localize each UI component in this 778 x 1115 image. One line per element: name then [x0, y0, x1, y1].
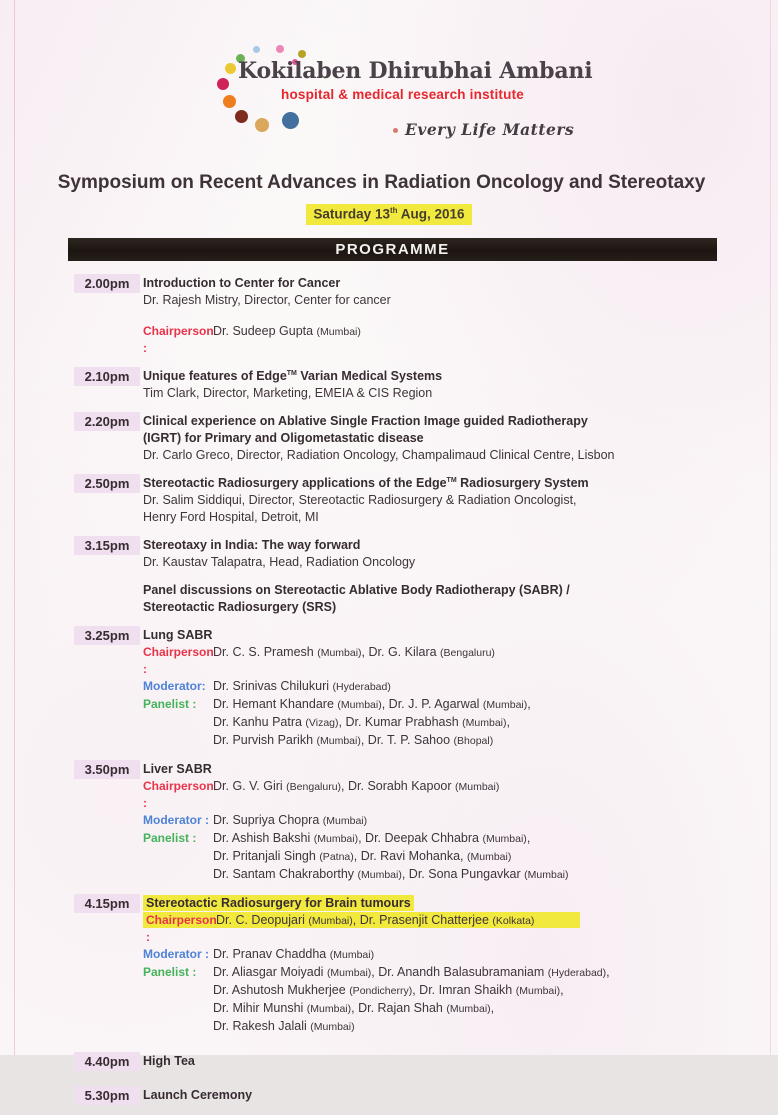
session-title — [143, 413, 778, 430]
schedule-row — [0, 475, 778, 526]
city-note: (Vizag) — [305, 716, 339, 729]
trademark-sup: TM — [446, 476, 457, 484]
chairperson-label: Chairperson : — [143, 323, 214, 355]
city-note: (Mumbai) — [316, 734, 361, 747]
session-title — [143, 275, 778, 292]
schedule-row — [0, 895, 778, 1036]
line-text: Unique features of Edge™ Varian Medical Systems — [143, 368, 443, 383]
session-title — [143, 1053, 778, 1070]
tagline-text: Every Life Matters — [405, 120, 575, 139]
schedule-row — [0, 1053, 778, 1070]
panelist-continuation — [143, 732, 778, 750]
time-badge: 3.15pm — [74, 536, 140, 555]
time-badge: 3.50pm — [74, 760, 140, 779]
logo-dot — [253, 46, 260, 53]
time-badge: 4.15pm — [74, 894, 140, 913]
city-note: (Hyderabad) — [332, 680, 391, 693]
role-line — [143, 778, 778, 812]
speaker-line — [143, 554, 778, 571]
schedule — [0, 275, 778, 1104]
city-note: (Mumbai) — [306, 1002, 352, 1015]
role-names: Dr. C. S. Pramesh (Mumbai), Dr. G. Kilara (Bengaluru) — [213, 644, 495, 659]
event-date-highlight — [306, 204, 471, 225]
session-title — [143, 537, 778, 554]
city-note: (Mumbai) — [455, 780, 500, 793]
schedule-row — [0, 275, 778, 357]
schedule-row — [0, 582, 778, 616]
city-note: (Bengaluru) — [286, 780, 342, 793]
hospital-tagline — [393, 120, 574, 139]
line-text: Tim Clark, Director, Marketing, EMEIA & CIS Region — [143, 385, 433, 400]
logo-dot — [298, 50, 306, 58]
line-text: Dr. Kaustav Talapatra, Head, Radiation Oncology — [143, 554, 416, 569]
city-note: (Mumbai) — [467, 850, 512, 863]
role-names: Dr. C. Deopujari (Mumbai), Dr. Prasenjit Chatterjee (Kolkata) — [216, 912, 535, 927]
session-title — [143, 368, 778, 385]
line-text: Stereotactic Radiosurgery for Brain tumours — [146, 895, 411, 910]
time-badge: 2.50pm — [74, 474, 140, 493]
line-text: Stereotactic Radiosurgery (SRS) — [143, 599, 337, 614]
logo-dot — [217, 78, 229, 90]
city-note: (Bhopal) — [453, 734, 494, 747]
role-line — [143, 696, 778, 714]
city-note: (Mumbai) — [310, 1020, 355, 1033]
line-text: Dr. Carlo Greco, Director, Radiation Oncology, Champalimaud Clinical Centre, Lisbon — [143, 447, 615, 462]
schedule-row — [0, 368, 778, 402]
role-line — [143, 323, 778, 357]
time-badge: 4.40pm — [74, 1052, 140, 1071]
city-note: (Mumbai) — [357, 868, 402, 881]
line-text: Stereotactic Radiosurgery applications of the Edge™ Radiosurgery System — [143, 475, 589, 490]
session-title — [143, 430, 778, 447]
role-line — [143, 912, 778, 946]
city-note: (Bengaluru) — [440, 646, 495, 659]
speaker-line — [143, 385, 778, 402]
logo-dot — [225, 63, 236, 74]
line-text: Liver SABR — [143, 761, 212, 776]
line-text: Dr. Ashutosh Mukherjee (Pondicherry), Dr. Imran Shaikh (Mumbai), — [213, 982, 564, 997]
role-names: Dr. Ashish Bakshi (Mumbai), Dr. Deepak Chhabra (Mumbai), — [213, 830, 531, 845]
time-badge: 2.10pm — [74, 367, 140, 386]
line-text: Dr. Mihir Munshi (Mumbai), Dr. Rajan Shah (Mumbai), — [213, 1000, 495, 1015]
role-names: Dr. Pranav Chaddha (Mumbai) — [213, 946, 375, 961]
panelist-continuation — [143, 982, 778, 1000]
city-note: (Mumbai) — [313, 832, 359, 845]
city-note: (Mumbai) — [337, 698, 382, 711]
time-badge: 2.20pm — [74, 412, 140, 431]
line-text: Dr. Rakesh Jalali (Mumbai) — [213, 1018, 355, 1033]
logo-dot — [255, 118, 269, 132]
line-text: High Tea — [143, 1053, 195, 1068]
line-text: Dr. Kanhu Patra (Vizag), Dr. Kumar Prabhash (Mumbai), — [213, 714, 510, 729]
date-ordinal: th — [389, 206, 398, 215]
city-note: (Mumbai) — [462, 716, 507, 729]
session-title — [143, 599, 778, 616]
logo-dot — [235, 110, 248, 123]
panelist-label: Panelist : — [143, 830, 197, 845]
time-badge: 5.30pm — [74, 1086, 140, 1105]
time-badge: 3.25pm — [74, 626, 140, 645]
role-line — [143, 830, 778, 848]
role-line — [143, 812, 778, 830]
schedule-row — [0, 537, 778, 571]
panelist-continuation — [143, 714, 778, 732]
session-title — [143, 475, 778, 492]
city-note: (Mumbai) — [446, 1002, 491, 1015]
line-text: Stereotaxy in India: The way forward — [143, 537, 361, 552]
panelist-continuation — [143, 848, 778, 866]
document-title: Symposium on Recent Advances in Radiation Oncology and Stereotaxy — [57, 172, 706, 193]
speaker-line — [143, 447, 778, 464]
city-note: (Mumbai) — [316, 325, 361, 338]
chairperson-label: Chairperson : — [143, 644, 214, 676]
city-note: (Mumbai) — [322, 814, 368, 827]
highlighter-mark — [143, 895, 414, 911]
session-title — [143, 761, 778, 778]
session-title — [143, 895, 778, 912]
city-note: (Mumbai) — [482, 832, 527, 845]
speaker-line — [143, 492, 778, 509]
session-title — [143, 582, 778, 599]
date-suffix: Aug, 2016 — [397, 206, 465, 222]
line-text: Lung SABR — [143, 627, 213, 642]
logo-dot — [282, 112, 299, 129]
role-names: Dr. Srinivas Chilukuri (Hyderabad) — [213, 678, 391, 693]
trademark-sup: TM — [286, 369, 297, 377]
city-note: (Mumbai) — [524, 868, 569, 881]
line-text: Launch Ceremony — [143, 1087, 253, 1102]
role-line — [143, 964, 778, 982]
session-title — [143, 627, 778, 644]
line-text: Clinical experience on Ablative Single Fraction Image guided Radiotherapy — [143, 413, 588, 428]
schedule-row — [0, 1087, 778, 1104]
role-line — [143, 946, 778, 964]
panelist-continuation — [143, 1018, 778, 1036]
role-names: Dr. Aliasgar Moiyadi (Mumbai), Dr. Anandh Balasubramaniam (Hyderabad), — [213, 964, 610, 979]
city-note: (Mumbai) — [308, 914, 353, 927]
line-text: Panel discussions on Stereotactic Ablative Body Radiotherapy (SABR) / — [143, 582, 570, 597]
role-names: Dr. Sudeep Gupta (Mumbai) — [213, 323, 361, 338]
line-text: Dr. Purvish Parikh (Mumbai), Dr. T. P. Sahoo (Bhopal) — [213, 732, 494, 747]
speaker-line — [143, 509, 778, 526]
moderator-label: Moderator : — [143, 946, 209, 961]
document-content — [0, 172, 778, 1115]
line-text: Dr. Santam Chakraborthy (Mumbai), Dr. Sona Pungavkar (Mumbai) — [213, 866, 569, 881]
programme-label: PROGRAMME — [335, 240, 450, 258]
city-note: (Mumbai) — [482, 698, 528, 711]
logo-dot — [276, 45, 284, 53]
city-note: (Mumbai) — [515, 984, 561, 997]
city-note: (Mumbai) — [326, 966, 372, 979]
panelist-label: Panelist : — [143, 964, 197, 979]
line-text: Henry Ford Hospital, Detroit, MI — [143, 509, 319, 524]
hospital-subtitle: hospital & medical research institute — [281, 87, 524, 102]
city-note: (Pondicherry) — [349, 984, 413, 997]
role-names: Dr. Hemant Khandare (Mumbai), Dr. J. P. Agarwal (Mumbai), — [213, 696, 531, 711]
chairperson-label: Chairperson : — [146, 912, 217, 944]
line-text: Dr. Salim Siddiqui, Director, Stereotactic Radiosurgery & Radiation Oncologist, — [143, 492, 577, 507]
schedule-row — [0, 627, 778, 750]
role-line — [143, 678, 778, 696]
city-note: (Kolkata) — [492, 914, 535, 927]
time-badge: 2.00pm — [74, 274, 140, 293]
chairperson-label: Chairperson : — [143, 778, 214, 810]
panelist-label: Panelist : — [143, 696, 197, 711]
role-names: Dr. G. V. Giri (Bengaluru), Dr. Sorabh Kapoor (Mumbai) — [213, 778, 500, 793]
speaker-line — [143, 292, 778, 309]
city-note: (Mumbai) — [317, 646, 362, 659]
line-text: Dr. Pritanjali Singh (Patna), Dr. Ravi Mohanka, (Mumbai) — [213, 848, 512, 863]
moderator-label: Moderator : — [143, 812, 209, 827]
role-line — [143, 644, 778, 678]
schedule-row — [0, 761, 778, 884]
date-prefix: Saturday 13 — [313, 206, 390, 222]
event-date-line — [0, 204, 778, 225]
hospital-name: Kokilaben Dhirubhai Ambani — [238, 58, 593, 84]
city-note: (Mumbai) — [329, 948, 375, 961]
panelist-continuation — [143, 866, 778, 884]
line-text: (IGRT) for Primary and Oligometastatic disease — [143, 430, 424, 445]
line-text: Introduction to Center for Cancer — [143, 275, 341, 290]
panelist-continuation — [143, 1000, 778, 1018]
programme-bar — [68, 238, 717, 261]
line-text: Dr. Rajesh Mistry, Director, Center for cancer — [143, 292, 391, 307]
highlighter-mark — [143, 912, 580, 944]
city-note: (Hyderabad) — [547, 966, 607, 979]
city-note: (Patna) — [319, 850, 354, 863]
tagline-dot-icon — [393, 128, 398, 133]
logo-dot — [223, 95, 236, 108]
role-names: Dr. Supriya Chopra (Mumbai) — [213, 812, 368, 827]
schedule-row — [0, 413, 778, 464]
session-title — [143, 1087, 778, 1104]
moderator-label: Moderator: — [143, 678, 206, 693]
